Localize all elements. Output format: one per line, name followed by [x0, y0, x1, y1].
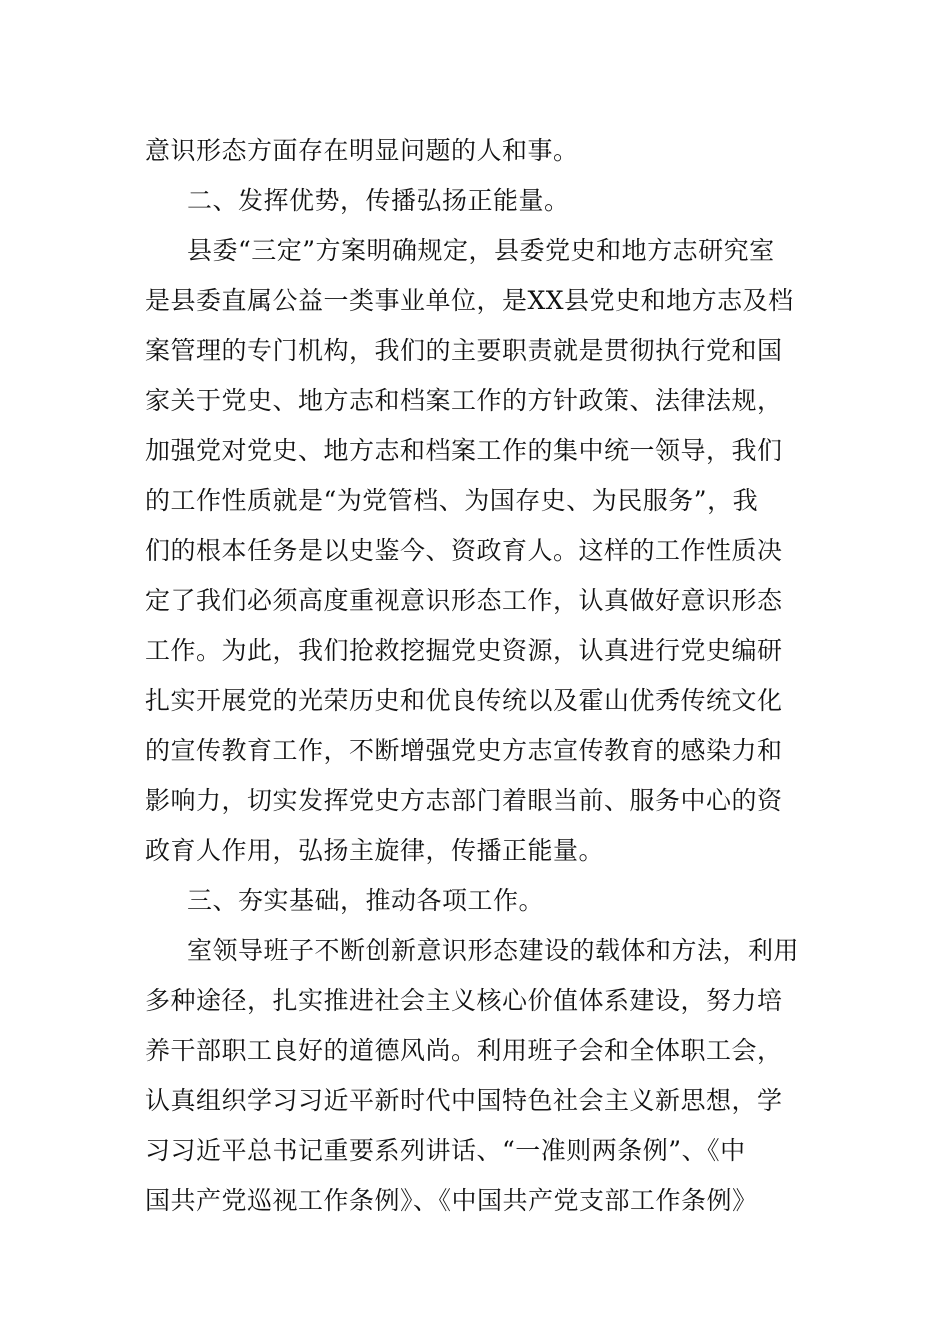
text-line: 室领导班子不断创新意识形态建设的载体和方法，利用	[187, 936, 800, 965]
section-heading: 三、夯实基础，推动各项工作。	[187, 886, 545, 915]
text-line: 县委“三定”方案明确规定，县委党史和地方志研究室	[187, 236, 775, 265]
text-line: 定了我们必须高度重视意识形态工作，认真做好意识形态	[145, 586, 783, 615]
text-line: 养干部职工良好的道德风尚。利用班子会和全体职工会，	[145, 1036, 783, 1065]
text-line: 国共产党巡视工作条例》、《中国共产党支部工作条例》	[145, 1186, 758, 1215]
text-line: 政育人作用，弘扬主旋律，传播正能量。	[145, 836, 605, 865]
text-line: 的宣传教育工作，不断增强党史方志宣传教育的感染力和	[145, 736, 783, 765]
text-line: 加强党对党史、地方志和档案工作的集中统一领导，我们	[145, 436, 783, 465]
text-line: 是县委直属公益一类事业单位，是XX县党史和地方志及档	[145, 286, 794, 315]
text-line: 多种途径，扎实推进社会主义核心价值体系建设，努力培	[145, 986, 783, 1015]
text-line: 的工作性质就是“为党管档、为国存史、为民服务”，我	[145, 486, 759, 515]
document-body	[145, 126, 815, 1226]
text-line: 意识形态方面存在明显问题的人和事。	[145, 136, 579, 165]
text-line: 工作。为此，我们抢救挖掘党史资源，认真进行党史编研	[145, 636, 783, 665]
text-line: 们的根本任务是以史鉴今、资政育人。这样的工作性质决	[145, 536, 783, 565]
text-line: 案管理的专门机构，我们的主要职责就是贯彻执行党和国	[145, 336, 783, 365]
text-line: 扎实开展党的光荣历史和优良传统以及霍山优秀传统文化	[145, 686, 783, 715]
text-line: 习习近平总书记重要系列讲话、“一准则两条例”、《中	[145, 1136, 746, 1165]
section-heading: 二、发挥优势，传播弘扬正能量。	[187, 186, 570, 215]
text-line: 影响力，切实发挥党史方志部门着眼当前、服务中心的资	[145, 786, 783, 815]
text-line: 家关于党史、地方志和档案工作的方针政策、法律法规，	[145, 386, 783, 415]
text-line: 认真组织学习习近平新时代中国特色社会主义新思想，学	[145, 1086, 783, 1115]
